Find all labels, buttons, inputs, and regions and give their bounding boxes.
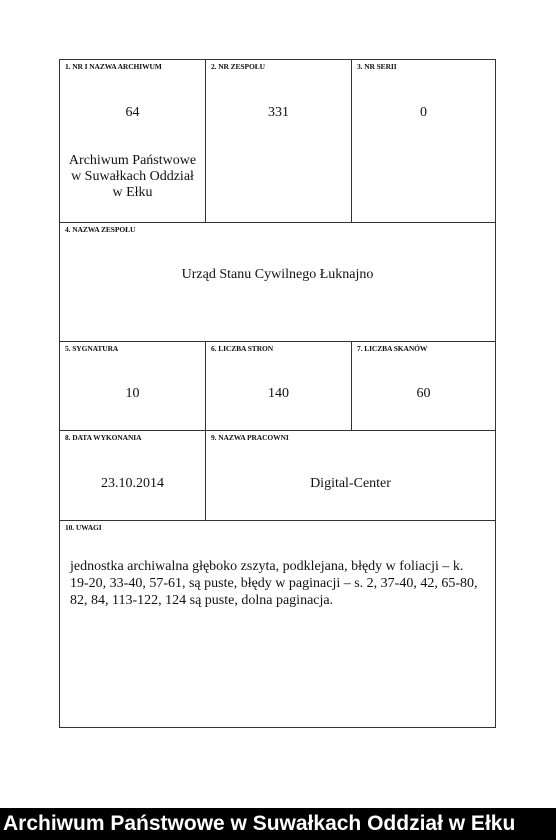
studio-label: 9. NAZWA PRACOWNI	[211, 433, 289, 442]
cell-archive	[60, 60, 206, 222]
date-value: 23.10.2014	[101, 476, 164, 491]
date-label: 8. DATA WYKONANIA	[65, 433, 142, 442]
cell-notes	[60, 521, 495, 727]
metadata-form	[59, 59, 496, 728]
signature-label: 5. SYGNATURA	[65, 344, 119, 353]
row-notes	[60, 521, 495, 727]
archive-footer-banner: Archiwum Państwowe w Suwałkach Oddział w Ełku	[0, 808, 556, 840]
signature-value: 10	[125, 386, 140, 401]
row-archive	[60, 60, 495, 223]
notes-label: 10. UWAGI	[65, 523, 102, 532]
cell-studio	[206, 431, 495, 520]
fond-name-value: Urząd Stanu Cywilnego Łuknajno	[181, 267, 374, 282]
row-counts	[60, 342, 495, 431]
archive-label: 1. NR I NAZWA ARCHIWUM	[65, 62, 162, 71]
fond-number-label: 2. NR ZESPOŁU	[211, 62, 265, 71]
studio-value: Digital-Center	[310, 476, 391, 491]
archive-name: Archiwum Państwowe w Suwałkach Oddział w Ełku	[68, 153, 197, 200]
cell-signature	[60, 342, 206, 430]
row-execution	[60, 431, 495, 521]
scan-count-label: 7. LICZBA SKANÓW	[357, 344, 428, 353]
cell-page-count	[206, 342, 352, 430]
series-number-label: 3. NR SERII	[357, 62, 397, 71]
fond-name-label: 4. NAZWA ZESPOŁU	[65, 225, 136, 234]
cell-fond-name	[60, 223, 495, 341]
archive-number: 64	[125, 105, 140, 120]
cell-fond-number	[206, 60, 352, 222]
fond-number-value: 331	[268, 105, 289, 120]
scan-count-value: 60	[416, 386, 431, 401]
cell-series-number	[352, 60, 495, 222]
page-count-label: 6. LICZBA STRON	[211, 344, 274, 353]
row-fond-name	[60, 223, 495, 342]
cell-scan-count	[352, 342, 495, 430]
page-count-value: 140	[268, 386, 289, 401]
series-number-value: 0	[420, 105, 427, 120]
notes-text: jednostka archiwalna głęboko zszyta, podklejana, błędy w foliacji – k. 19-20, 33-40, 57-61, są puste, błędy w paginacji – s. 2, 37-40, 42, 65-80, 82, 84, 113-122, 124 są puste, dolna paginacja.	[70, 559, 478, 608]
cell-date	[60, 431, 206, 520]
